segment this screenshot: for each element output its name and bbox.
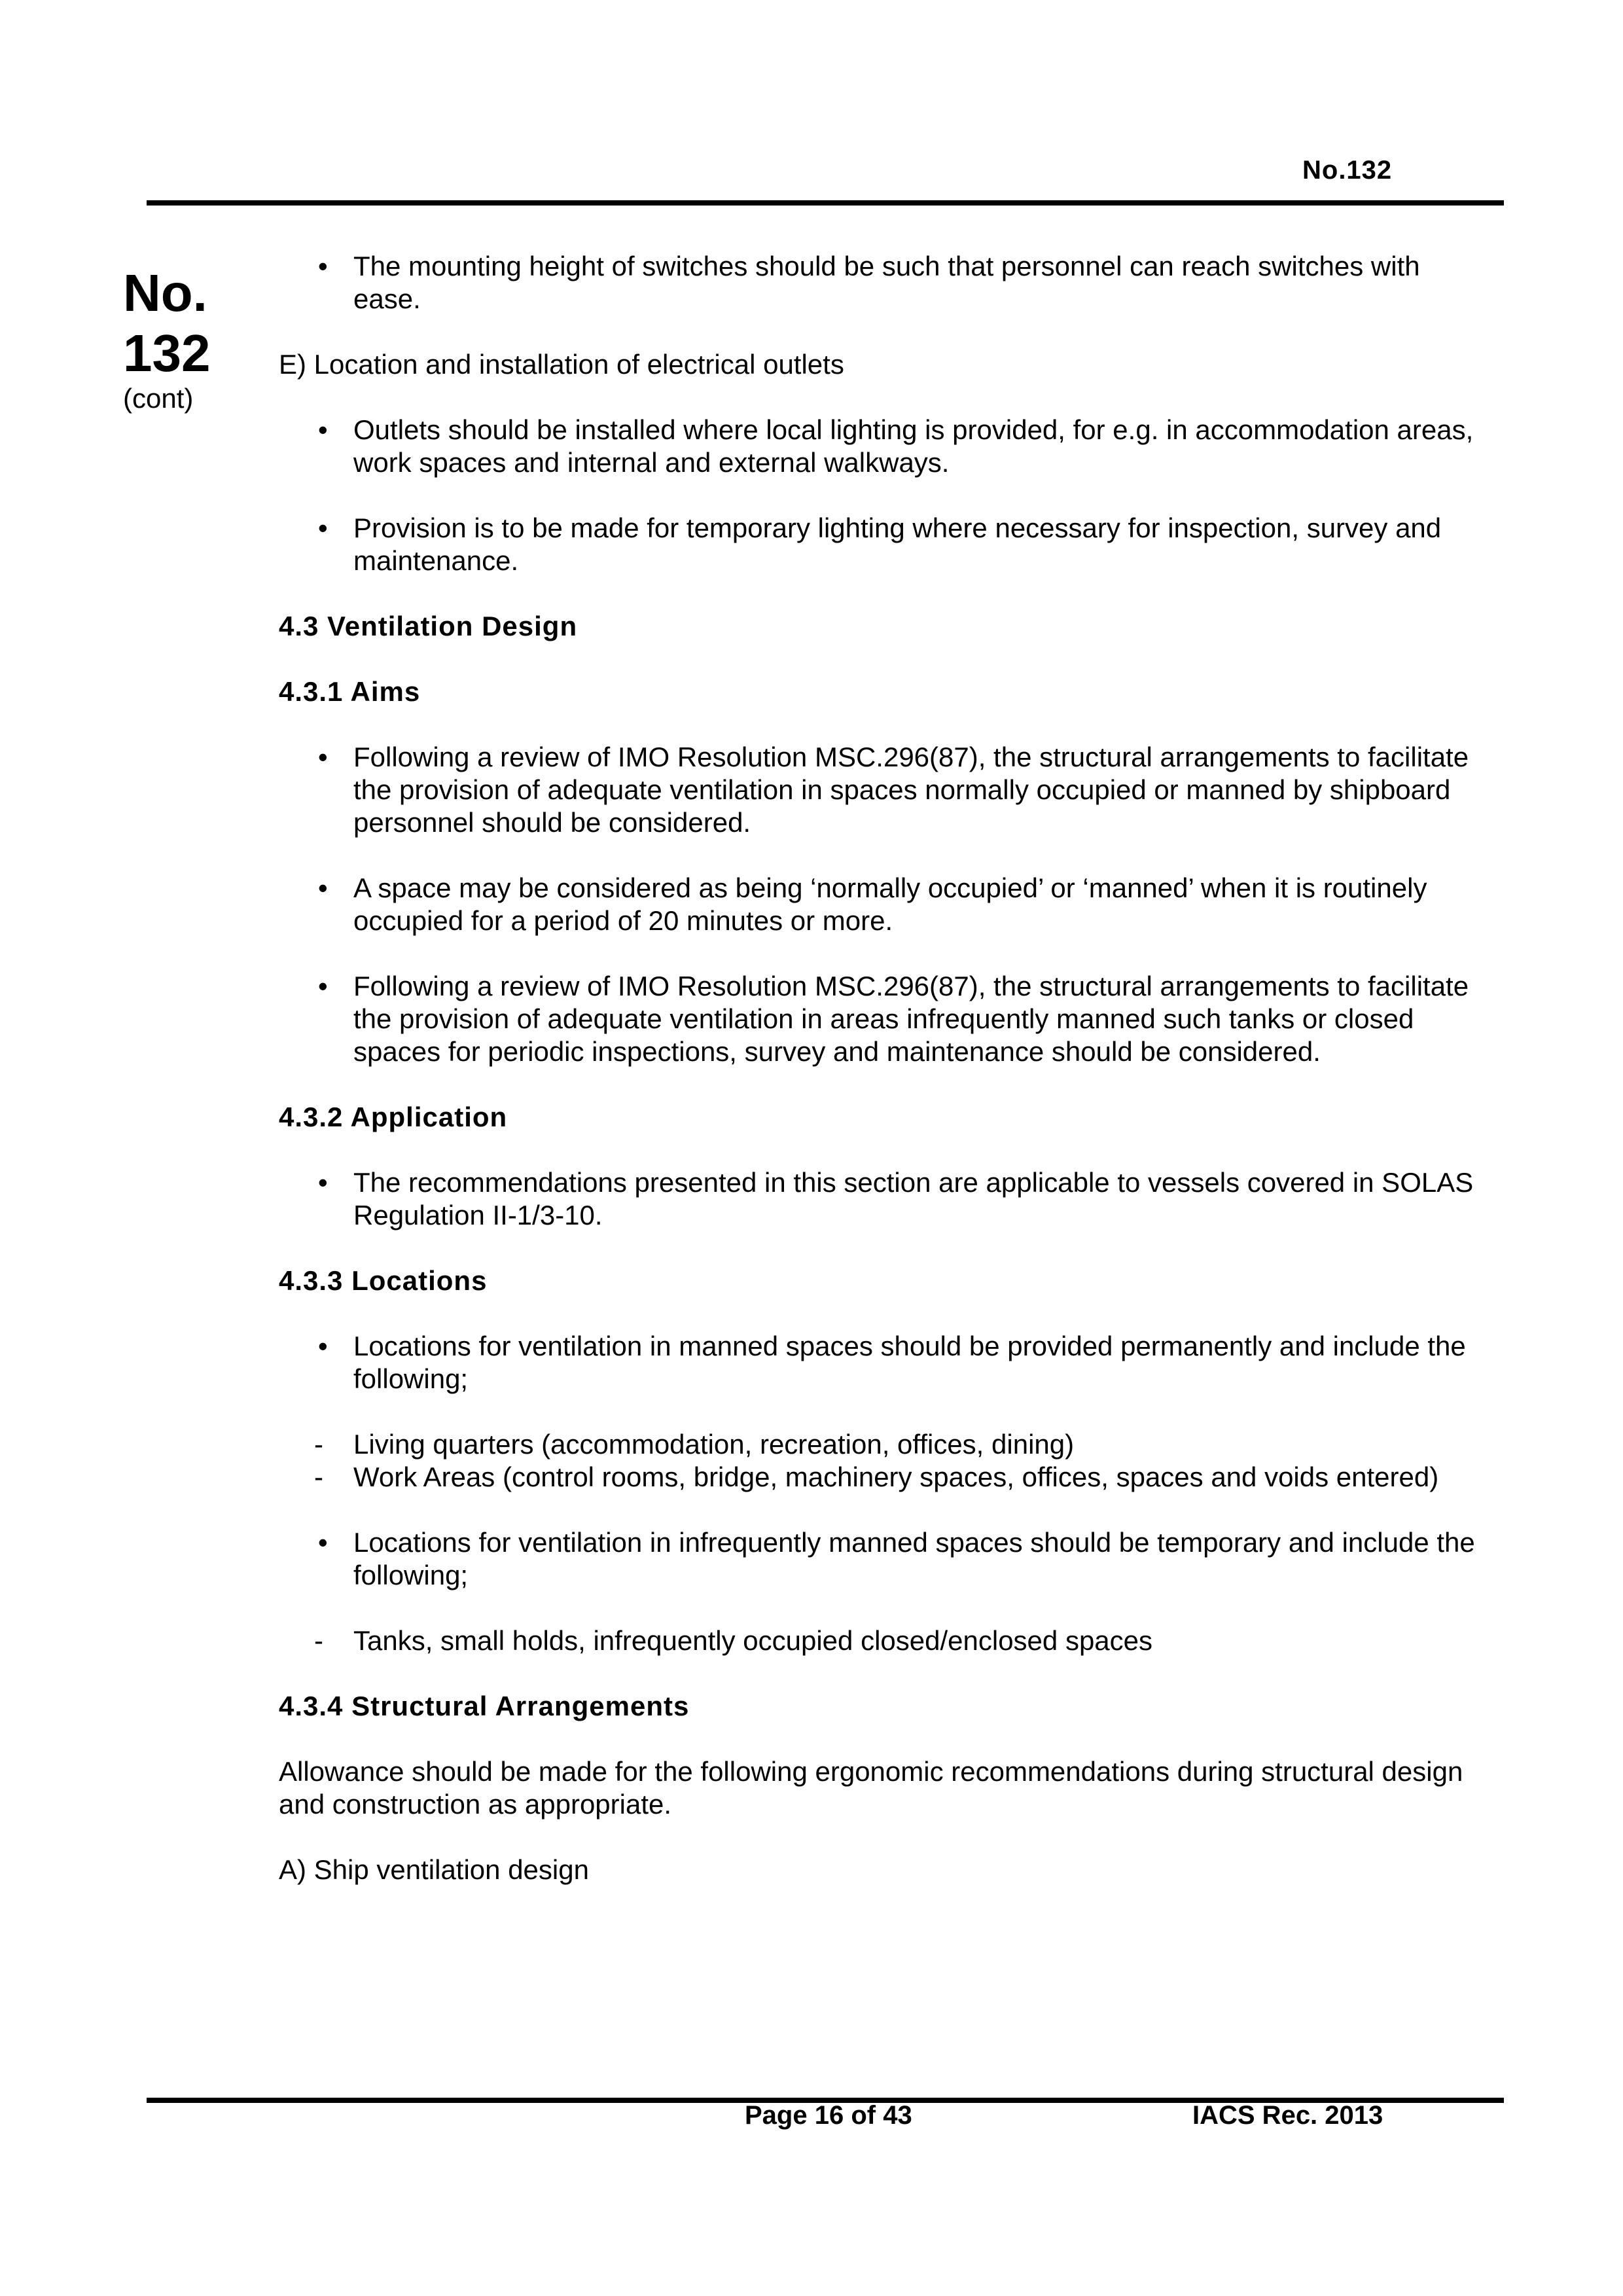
bullet-text: Outlets should be installed where local lighting is provided, for e.g. in accommodation areas, work spaces and internal and external walkways. — [353, 414, 1474, 478]
bullet-icon: • — [318, 1167, 328, 1198]
bullet-switches — [279, 250, 1476, 315]
sidebar-no-label: No. — [123, 264, 207, 322]
sidebar-number: 132 — [123, 324, 211, 382]
heading-4-3-2: 4.3.2 Application — [279, 1102, 508, 1132]
bullet-text: The recommendations presented in this section are applicable to vessels covered in SOLAS Regulation II-1/3-10. — [353, 1167, 1474, 1230]
bullet-icon: • — [318, 251, 328, 281]
bullet-text: Provision is to be made for temporary lighting where necessary for inspection, survey and maintenance. — [353, 512, 1442, 576]
dash-text: Living quarters (accommodation, recreation, offices, dining) — [353, 1429, 1075, 1460]
heading-4-3-3: 4.3.3 Locations — [279, 1265, 488, 1296]
heading-4-3: 4.3 Ventilation Design — [279, 611, 578, 641]
bullet-icon: • — [318, 742, 328, 772]
dash-text: Work Areas (control rooms, bridge, machinery spaces, offices, spaces and voids entered) — [353, 1462, 1439, 1492]
bullet-text: Locations for ventilation in infrequently manned spaces should be temporary and include the following; — [353, 1527, 1475, 1590]
bullet-text: Following a review of IMO Resolution MSC.296(87), the structural arrangements to facilitate the provision of adequate ventilation in areas infrequently manned such tanks or closed spaces for periodic inspections, survey and maintenance should be considered. — [353, 971, 1469, 1067]
dash-item-work-areas — [279, 1461, 1476, 1494]
bullet-text: A space may be considered as being ‘normally occupied’ or ‘manned’ when it is routinely occupied for a period of 20 minutes or more. — [353, 872, 1427, 936]
heading-4-3-4: 4.3.4 Structural Arrangements — [279, 1691, 690, 1721]
dash-item-living-quarters — [279, 1428, 1476, 1461]
footer-reference: IACS Rec. 2013 — [1192, 2101, 1383, 2130]
bullet-outlets — [279, 414, 1476, 479]
bullet-aims-1 — [279, 741, 1476, 839]
bullet-locations-manned — [279, 1330, 1476, 1395]
bullet-text: Locations for ventilation in manned spaces should be provided permanently and include the following; — [353, 1331, 1466, 1394]
section-e-heading: E) Location and installation of electrical outlets — [279, 349, 844, 380]
bullet-icon: • — [318, 414, 328, 445]
bullet-icon: • — [318, 1527, 328, 1558]
dash-text: Tanks, small holds, infrequently occupied closed/enclosed spaces — [353, 1625, 1153, 1656]
page-number: Page 16 of 43 — [745, 2101, 912, 2130]
dash-icon: - — [314, 1462, 323, 1492]
bullet-locations-infrequent — [279, 1526, 1476, 1592]
bullet-temporary-lighting — [279, 512, 1476, 577]
bullet-aims-2 — [279, 872, 1476, 937]
header-rule — [147, 200, 1504, 206]
bullet-text: The mounting height of switches should be such that personnel can reach switches with ease. — [353, 251, 1420, 314]
bullet-icon: • — [318, 512, 328, 543]
sidebar-cont-label: (cont) — [123, 383, 194, 414]
bullet-icon: • — [318, 872, 328, 903]
bullet-text: Following a review of IMO Resolution MSC.296(87), the structural arrangements to facilitate the provision of adequate ventilation in spaces normally occupied or manned by shipboard personnel should be considered. — [353, 742, 1469, 838]
heading-4-3-1: 4.3.1 Aims — [279, 676, 421, 707]
dash-item-tanks — [279, 1624, 1476, 1657]
document-reference: No.132 — [1302, 156, 1393, 185]
bullet-application — [279, 1166, 1476, 1232]
paragraph-ship-ventilation: A) Ship ventilation design — [279, 1854, 589, 1885]
bullet-icon: • — [318, 971, 328, 1001]
dash-icon: - — [314, 1429, 323, 1460]
bullet-icon: • — [318, 1331, 328, 1361]
bullet-aims-3 — [279, 970, 1476, 1068]
dash-icon: - — [314, 1625, 323, 1656]
document-body — [279, 250, 1476, 1919]
paragraph-allowance: Allowance should be made for the following ergonomic recommendations during structural design and construction as appropriate. — [279, 1756, 1463, 1820]
